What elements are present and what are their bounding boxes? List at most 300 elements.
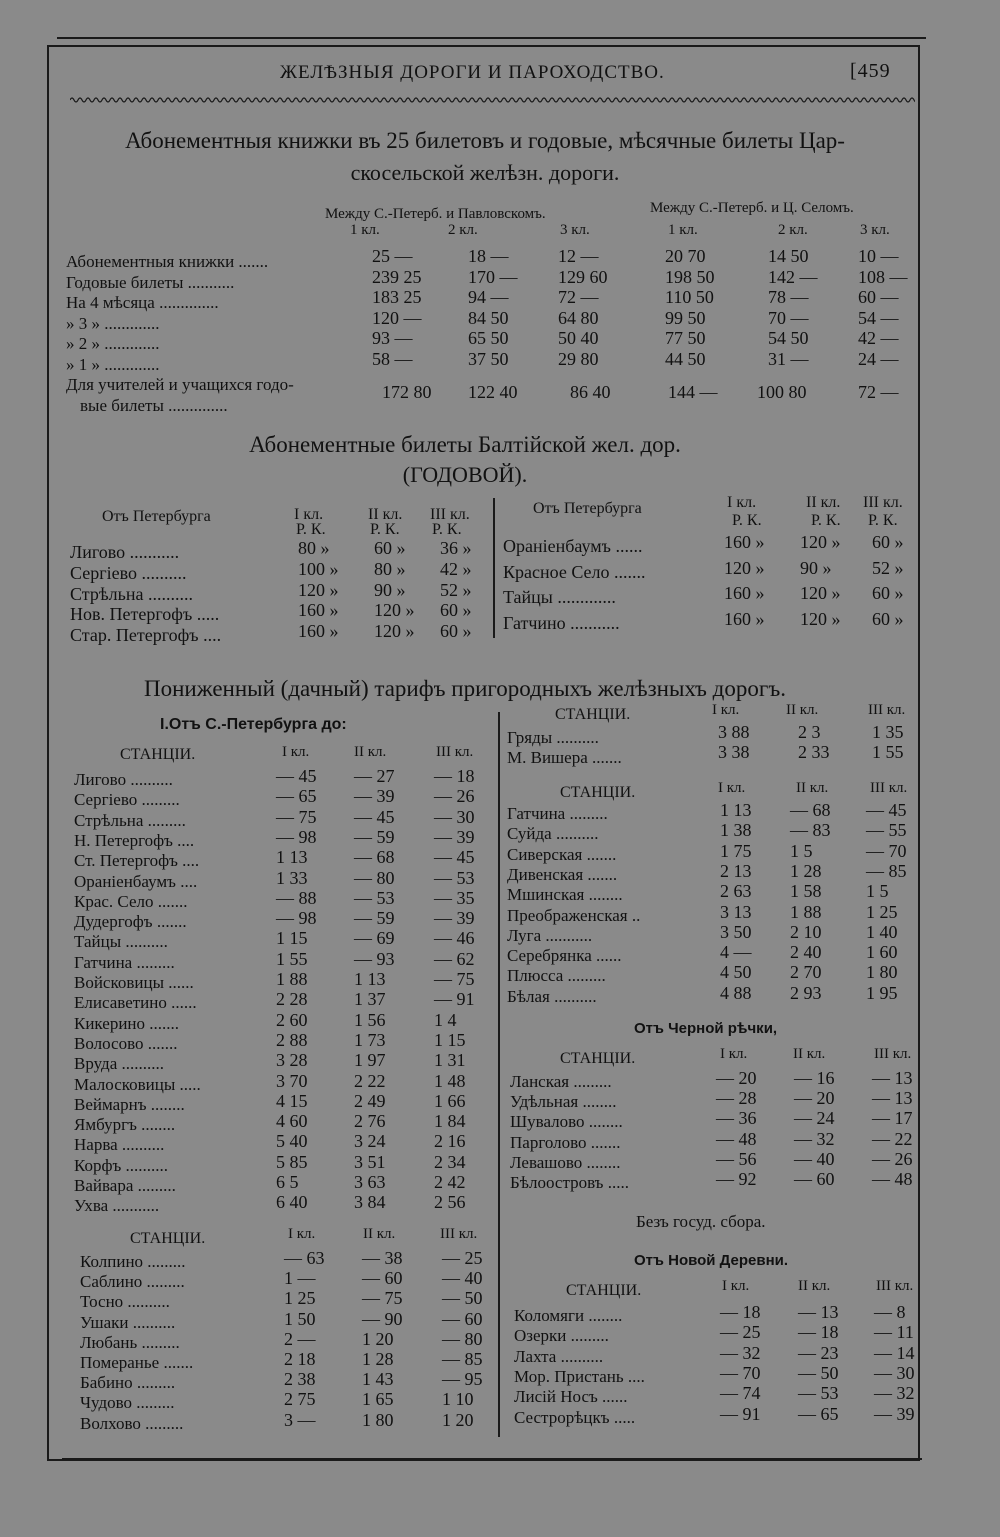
fare-cell: — 38: [362, 1248, 403, 1268]
fare-cell: 1 5: [790, 840, 813, 861]
fare-cell: — 75: [276, 806, 317, 827]
station-name: Корфъ ..........: [74, 1155, 169, 1175]
fare-cell: 4 15: [276, 1090, 308, 1111]
fare-cell: 3 50: [720, 921, 752, 942]
table-cell: 72 —: [858, 382, 899, 402]
fare-cell: — 53: [434, 867, 475, 888]
table-cell: 64 80: [558, 307, 599, 328]
class-header: III кл.: [863, 494, 903, 511]
station-name: Парголово .......: [510, 1132, 621, 1152]
fare-cell: 120 »: [374, 621, 415, 642]
row-label: » 2 » .............: [66, 334, 160, 353]
unit-header: Р. К.: [432, 521, 462, 538]
fare-cell: — 35: [434, 887, 475, 908]
teachers-label-1: Для учителей и учащихся годо-: [66, 375, 294, 394]
fare-cell: 1 75: [720, 840, 752, 861]
bottom-rule: [62, 1458, 922, 1460]
fare-cell: — 18: [434, 766, 475, 786]
fare-cell: 3 63: [354, 1172, 386, 1192]
fare-cell: — 68: [790, 800, 831, 820]
fare-cell: — 65: [276, 786, 317, 807]
fare-cell: — 70: [866, 840, 907, 861]
fare-cell: — 40: [794, 1148, 835, 1169]
fare-cell: — 98: [276, 826, 317, 847]
station-name: Ст. Петергофъ ....: [74, 851, 200, 871]
class-header: I кл.: [294, 506, 324, 523]
fare-cell: 60 »: [440, 621, 472, 642]
table-cell: 93 —: [372, 328, 413, 348]
station-name: Кикерино .......: [74, 1013, 180, 1033]
fare-cell: — 39: [434, 908, 475, 929]
fare-cell: — 45: [434, 847, 475, 868]
class-header: I кл.: [727, 494, 757, 511]
fare-cell: 36 »: [440, 538, 472, 558]
fare-cell: 1 28: [790, 860, 822, 881]
fare-cell: 2 28: [276, 989, 308, 1010]
fare-cell: 2 56: [434, 1192, 466, 1213]
fare-cell: — 8: [874, 1302, 906, 1322]
tsarskoye-title-1: Абонементныя книжки въ 25 билетовъ и годовые, мѣсячные билеты Цар-: [125, 128, 845, 153]
table-cell: 14 50: [768, 246, 809, 266]
fare-cell: — 16: [794, 1068, 835, 1088]
fare-cell: 1 13: [276, 847, 308, 868]
table-cell: 120 —: [372, 307, 422, 328]
fare-cell: — 83: [790, 820, 831, 841]
fare-cell: — 63: [284, 1248, 325, 1268]
station-name: Стрѣльна .........: [74, 810, 186, 830]
table-cell: 84 50: [468, 307, 509, 328]
fare-cell: — 59: [354, 826, 395, 847]
class-header: II кл.: [363, 1226, 396, 1242]
wavy-rule: [70, 96, 915, 104]
stations-header: СТАНЦІИ.: [566, 1282, 642, 1299]
fare-cell: — 55: [866, 820, 907, 841]
black-river-subheading: Отъ Черной рѣчки,: [634, 1020, 778, 1037]
class-header: II кл.: [786, 702, 819, 718]
fare-cell: — 45: [354, 806, 395, 827]
fare-cell: 1 33: [276, 867, 308, 888]
baltic-divider: [493, 498, 495, 638]
row-label: » 3 » .............: [66, 313, 160, 333]
fare-cell: 1 35: [872, 722, 904, 742]
station-name: Гатчина .........: [507, 804, 608, 823]
fare-cell: 120 »: [800, 608, 841, 629]
fare-cell: 80 »: [374, 558, 406, 579]
fare-cell: 1 20: [362, 1328, 394, 1349]
fare-cell: — 25: [720, 1322, 761, 1343]
fare-cell: 1 80: [362, 1409, 394, 1430]
fare-cell: — 25: [442, 1248, 483, 1268]
fare-cell: 2 3: [798, 722, 821, 742]
fare-cell: 4 88: [720, 982, 752, 1003]
station-name: Плюсса .........: [507, 966, 606, 986]
fare-cell: — 26: [872, 1148, 913, 1169]
fare-cell: — 28: [716, 1088, 757, 1109]
group-header-pavlovsk: Между С.-Петерб. и Павловскомъ.: [325, 206, 546, 222]
fare-cell: — 75: [434, 969, 475, 989]
fare-cell: — 90: [362, 1308, 403, 1329]
station-name: Елисаветино ......: [74, 993, 197, 1013]
station-name: Коломяги ........: [514, 1306, 623, 1325]
class-header: 3 кл.: [860, 222, 890, 238]
fare-cell: 2 40: [790, 942, 822, 963]
fare-cell: — 32: [874, 1383, 915, 1404]
fare-cell: 3 70: [276, 1070, 308, 1091]
fare-cell: — 26: [434, 786, 475, 807]
station-name: Ушаки ..........: [80, 1312, 176, 1332]
class-header: I кл.: [718, 780, 746, 796]
fare-cell: 1 25: [284, 1288, 316, 1309]
fare-cell: 160 »: [724, 608, 765, 629]
fare-cell: 1 25: [866, 901, 898, 922]
table-cell: 25 —: [372, 246, 413, 266]
class-header: 2 кл.: [448, 222, 478, 238]
station-name: Сергіево .........: [74, 790, 180, 810]
fare-cell: — 46: [434, 928, 475, 949]
stations-header: СТАНЦІИ.: [560, 1050, 636, 1067]
class-header: I кл.: [720, 1046, 748, 1062]
fare-cell: — 53: [798, 1383, 839, 1404]
unit-header: Р. К.: [811, 512, 841, 529]
fare-cell: 2 16: [434, 1131, 466, 1152]
class-header: II кл.: [368, 506, 403, 523]
table-cell: 10 —: [858, 246, 899, 266]
station-name: Гряды ..........: [507, 728, 599, 747]
fare-cell: 3 88: [718, 722, 750, 742]
new-village-subheading: Отъ Новой Деревни.: [634, 1252, 789, 1269]
class-header: 2 кл.: [778, 222, 808, 238]
fare-cell: 160 »: [724, 532, 765, 552]
station-name: Лигово ...........: [70, 542, 180, 562]
row-label: Абонементныя книжки .......: [66, 252, 269, 271]
fare-cell: 1 97: [354, 1050, 386, 1071]
station-name: Сиверская .......: [507, 844, 617, 864]
fare-cell: 1 56: [354, 1009, 386, 1030]
station-name: Ямбургъ ........: [74, 1115, 176, 1135]
fare-cell: — 13: [872, 1088, 913, 1109]
station-name: Сестрорѣцкъ .....: [514, 1407, 636, 1427]
fare-cell: 42 »: [440, 558, 472, 579]
station-name: Лисій Носъ ......: [514, 1387, 628, 1407]
fare-cell: 5 40: [276, 1131, 308, 1152]
fare-cell: — 17: [872, 1108, 913, 1129]
fare-cell: 90 »: [800, 557, 832, 578]
fare-cell: — 45: [276, 766, 317, 786]
fare-cell: — 39: [874, 1403, 915, 1424]
station-name: Вруда ..........: [74, 1054, 164, 1074]
unit-header: Р. К.: [732, 512, 762, 529]
station-name: Бабино .........: [80, 1373, 176, 1393]
fare-cell: 2 22: [354, 1070, 386, 1091]
station-name: Лахта ..........: [514, 1346, 604, 1366]
fare-cell: 4 60: [276, 1111, 308, 1132]
station-name: Гатчино ...........: [503, 612, 620, 633]
station-name: Серебрянка ......: [507, 946, 622, 966]
column-header: Отъ Петербурга: [102, 508, 211, 525]
class-header: II кл.: [806, 494, 841, 511]
station-name: Луга ...........: [507, 925, 593, 945]
fare-cell: — 85: [866, 860, 907, 881]
table-cell: 99 50: [665, 307, 706, 328]
station-name: Войсковицы ......: [74, 973, 194, 992]
row-label: На 4 мѣсяца ..............: [66, 293, 219, 312]
fare-cell: 1 60: [866, 942, 898, 963]
fare-cell: — 39: [434, 826, 475, 847]
station-name: Дудергофъ .......: [74, 912, 187, 932]
fare-cell: — 80: [442, 1328, 483, 1349]
fare-cell: — 30: [874, 1362, 915, 1383]
class-header: III кл.: [440, 1226, 478, 1242]
fare-cell: 120 »: [800, 532, 841, 552]
fare-cell: 2 76: [354, 1111, 386, 1132]
fare-cell: — 91: [720, 1403, 761, 1424]
table-cell: 183 25: [372, 287, 422, 307]
fare-cell: — 50: [442, 1288, 483, 1309]
station-name: Озерки .........: [514, 1326, 609, 1346]
class-header: III кл.: [876, 1278, 914, 1294]
fare-cell: 4 50: [720, 962, 752, 983]
station-name: Суйда ..........: [507, 824, 599, 844]
fare-cell: — 45: [866, 800, 907, 820]
class-header: II кл.: [796, 780, 829, 796]
fare-cell: 1 5: [866, 881, 889, 902]
fare-cell: — 36: [716, 1108, 757, 1129]
fare-cell: — 20: [794, 1088, 835, 1109]
fare-cell: 60 »: [872, 583, 904, 603]
group-header-tsarskoye: Между С.-Петерб. и Ц. Селомъ.: [650, 200, 854, 216]
fare-cell: 1 58: [790, 881, 822, 902]
fare-cell: — 70: [720, 1362, 761, 1383]
fare-cell: 1 73: [354, 1029, 386, 1050]
fare-cell: — 48: [872, 1169, 913, 1189]
fare-cell: 1 4: [434, 1009, 457, 1030]
station-name: Вайвара .........: [74, 1176, 176, 1195]
class-header: 3 кл.: [560, 222, 590, 238]
fare-cell: 3 84: [354, 1192, 386, 1213]
fare-cell: — 30: [434, 806, 475, 827]
fare-cell: 1 31: [434, 1050, 466, 1071]
station-name: Мор. Пристань ....: [514, 1366, 645, 1386]
table-cell: 54 —: [858, 307, 899, 328]
fare-cell: — 14: [874, 1342, 915, 1363]
fare-cell: 120 »: [724, 557, 765, 578]
fare-cell: 60 »: [440, 600, 472, 621]
fare-cell: — 91: [434, 989, 475, 1010]
table-cell: 12 —: [558, 246, 599, 266]
fare-cell: 1 20: [442, 1409, 474, 1430]
station-name: Сергіево ..........: [70, 562, 187, 583]
page-number: [459: [850, 60, 891, 82]
table-cell: 142 —: [768, 266, 818, 287]
fare-cell: — 85: [442, 1349, 483, 1369]
station-name: Ланская .........: [510, 1072, 612, 1091]
fare-cell: — 59: [354, 908, 395, 929]
fare-cell: 52 »: [440, 579, 472, 600]
fare-cell: 3 38: [718, 742, 750, 762]
fare-cell: — 32: [794, 1128, 835, 1149]
fare-cell: — 80: [354, 867, 395, 888]
fare-cell: 3 51: [354, 1151, 386, 1172]
unit-header: Р. К.: [868, 512, 898, 529]
station-name: Тайцы .............: [503, 587, 616, 607]
table-cell: 170 —: [468, 266, 518, 287]
station-name: Преображенская ..: [507, 905, 641, 925]
teachers-label-2: вые билеты ..............: [80, 396, 228, 415]
fare-cell: — 13: [872, 1068, 913, 1088]
station-name: Ухва ...........: [74, 1196, 160, 1216]
table-cell: 110 50: [665, 287, 714, 307]
class-header: III кл.: [870, 780, 908, 796]
table-cell: 77 50: [665, 328, 706, 348]
fare-cell: 2 88: [276, 1029, 308, 1050]
station-name: Удѣльная ........: [510, 1092, 617, 1112]
fare-cell: 1 84: [434, 1111, 466, 1132]
fare-cell: 1 10: [442, 1389, 474, 1410]
fare-cell: — 20: [716, 1068, 757, 1088]
fare-cell: 1 38: [720, 820, 752, 841]
table-cell: 50 40: [558, 328, 599, 348]
station-name: Тосно ..........: [80, 1292, 170, 1312]
row-label: Годовые билеты ...........: [66, 272, 235, 292]
table-cell: 86 40: [570, 382, 611, 402]
fare-cell: 1 28: [362, 1349, 394, 1369]
station-name: Н. Петергофъ ....: [74, 830, 195, 850]
tsarskoye-title-2: скосельской желѣзн. дороги.: [350, 160, 620, 185]
fare-cell: 2 60: [276, 1009, 308, 1030]
baltic-title-2: (ГОДОВОЙ).: [402, 462, 528, 487]
table-cell: 31 —: [768, 348, 809, 369]
fare-cell: 4 —: [720, 942, 752, 963]
class-header: I кл.: [712, 702, 740, 718]
table-cell: 37 50: [468, 348, 509, 369]
fare-cell: 120 »: [374, 600, 415, 621]
table-cell: 239 25: [372, 266, 422, 287]
table-cell: 122 40: [468, 382, 518, 402]
station-name: Стар. Петергофъ ....: [70, 625, 222, 646]
fare-cell: 2 70: [790, 962, 822, 983]
table-cell: 72 —: [558, 287, 599, 307]
fare-cell: — 56: [716, 1148, 757, 1169]
table-cell: 78 —: [768, 287, 809, 307]
class-header: 1 кл.: [350, 222, 380, 238]
fare-cell: 60 »: [374, 538, 406, 558]
row-label: » 1 » .............: [66, 354, 160, 374]
fare-cell: 3 13: [720, 901, 752, 922]
unit-header: Р. К.: [370, 521, 400, 538]
fare-cell: 1 80: [866, 962, 898, 983]
table-cell: 100 80: [757, 382, 807, 402]
class-header: III кл.: [868, 702, 906, 718]
fare-cell: 2 34: [434, 1151, 466, 1172]
fare-cell: — 60: [442, 1308, 483, 1329]
fare-cell: — 23: [798, 1342, 839, 1363]
table-cell: 60 —: [858, 287, 899, 307]
fare-cell: — 50: [798, 1362, 839, 1383]
station-name: Тайцы ..........: [74, 932, 168, 952]
fare-cell: 2 75: [284, 1389, 316, 1410]
class-header: III кл.: [436, 744, 474, 760]
stations-header: СТАНЦІИ.: [120, 746, 196, 763]
fare-cell: 60 »: [872, 532, 904, 552]
fare-cell: 1 95: [866, 982, 898, 1003]
fare-cell: — 69: [354, 928, 395, 949]
fare-cell: — 95: [442, 1369, 483, 1390]
class-header: 1 кл.: [668, 222, 698, 238]
fare-cell: — 13: [798, 1302, 839, 1322]
fare-cell: 1 55: [872, 742, 904, 762]
station-name: Колпино .........: [80, 1252, 186, 1271]
fare-cell: — 48: [716, 1128, 757, 1149]
fare-cell: 2 93: [790, 982, 822, 1003]
table-cell: 42 —: [858, 328, 899, 348]
fare-cell: 1 13: [720, 800, 752, 820]
table-cell: 65 50: [468, 328, 509, 348]
fare-cell: 80 »: [298, 538, 330, 558]
station-name: Шувалово ........: [510, 1112, 623, 1132]
fare-cell: — 40: [442, 1268, 483, 1289]
station-name: Малосковицы .....: [74, 1074, 201, 1094]
fare-cell: 52 »: [872, 557, 904, 578]
fare-cell: 1 88: [276, 969, 308, 989]
fare-cell: — 32: [720, 1342, 761, 1363]
fare-cell: 160 »: [298, 621, 339, 642]
column-header: Отъ Петербурга: [533, 500, 642, 517]
stations-header: СТАНЦІИ.: [555, 706, 631, 723]
fare-cell: 3 —: [284, 1409, 316, 1430]
fare-cell: 6 40: [276, 1192, 308, 1213]
table-cell: 29 80: [558, 348, 599, 369]
station-name: Бѣлая ..........: [507, 986, 597, 1006]
fare-cell: 3 28: [276, 1050, 308, 1071]
table-cell: 70 —: [768, 307, 809, 328]
fare-cell: — 11: [874, 1322, 914, 1343]
fare-cell: 1 15: [276, 928, 308, 949]
station-name: Мшинская ........: [507, 885, 623, 905]
stations-header: СТАНЦІИ.: [560, 784, 636, 801]
fare-cell: 6 5: [276, 1172, 299, 1192]
fare-cell: — 39: [354, 786, 395, 807]
station-name: Волосово .......: [74, 1033, 178, 1053]
fare-cell: — 98: [276, 908, 317, 929]
fare-cell: — 53: [354, 887, 395, 908]
station-name: Нов. Петергофъ .....: [70, 604, 220, 625]
fare-cell: 3 24: [354, 1131, 386, 1152]
table-cell: 20 70: [665, 246, 706, 266]
fare-cell: 120 »: [298, 579, 339, 600]
fare-cell: 1 50: [284, 1308, 316, 1329]
fare-cell: — 88: [276, 887, 317, 908]
class-header: II кл.: [798, 1278, 831, 1294]
table-cell: 54 50: [768, 328, 809, 348]
from-spb-subheading: I.Отъ С.-Петербурга до:: [160, 716, 347, 733]
fare-cell: 120 »: [800, 583, 841, 603]
table-cell: 172 80: [382, 382, 432, 402]
fare-cell: 1 15: [434, 1029, 466, 1050]
class-header: I кл.: [288, 1226, 316, 1242]
fare-cell: — 93: [354, 948, 395, 969]
class-header: III кл.: [430, 506, 470, 523]
fare-cell: 1 —: [284, 1268, 316, 1289]
fare-cell: — 65: [798, 1403, 839, 1424]
fare-cell: — 22: [872, 1128, 913, 1149]
station-name: Красное Село .......: [503, 561, 646, 582]
station-name: Чудово .........: [80, 1393, 175, 1413]
fare-cell: — 60: [362, 1268, 403, 1289]
fare-cell: — 24: [794, 1108, 835, 1129]
class-header: III кл.: [874, 1046, 912, 1062]
fare-cell: — 62: [434, 948, 475, 969]
class-header: II кл.: [354, 744, 387, 760]
